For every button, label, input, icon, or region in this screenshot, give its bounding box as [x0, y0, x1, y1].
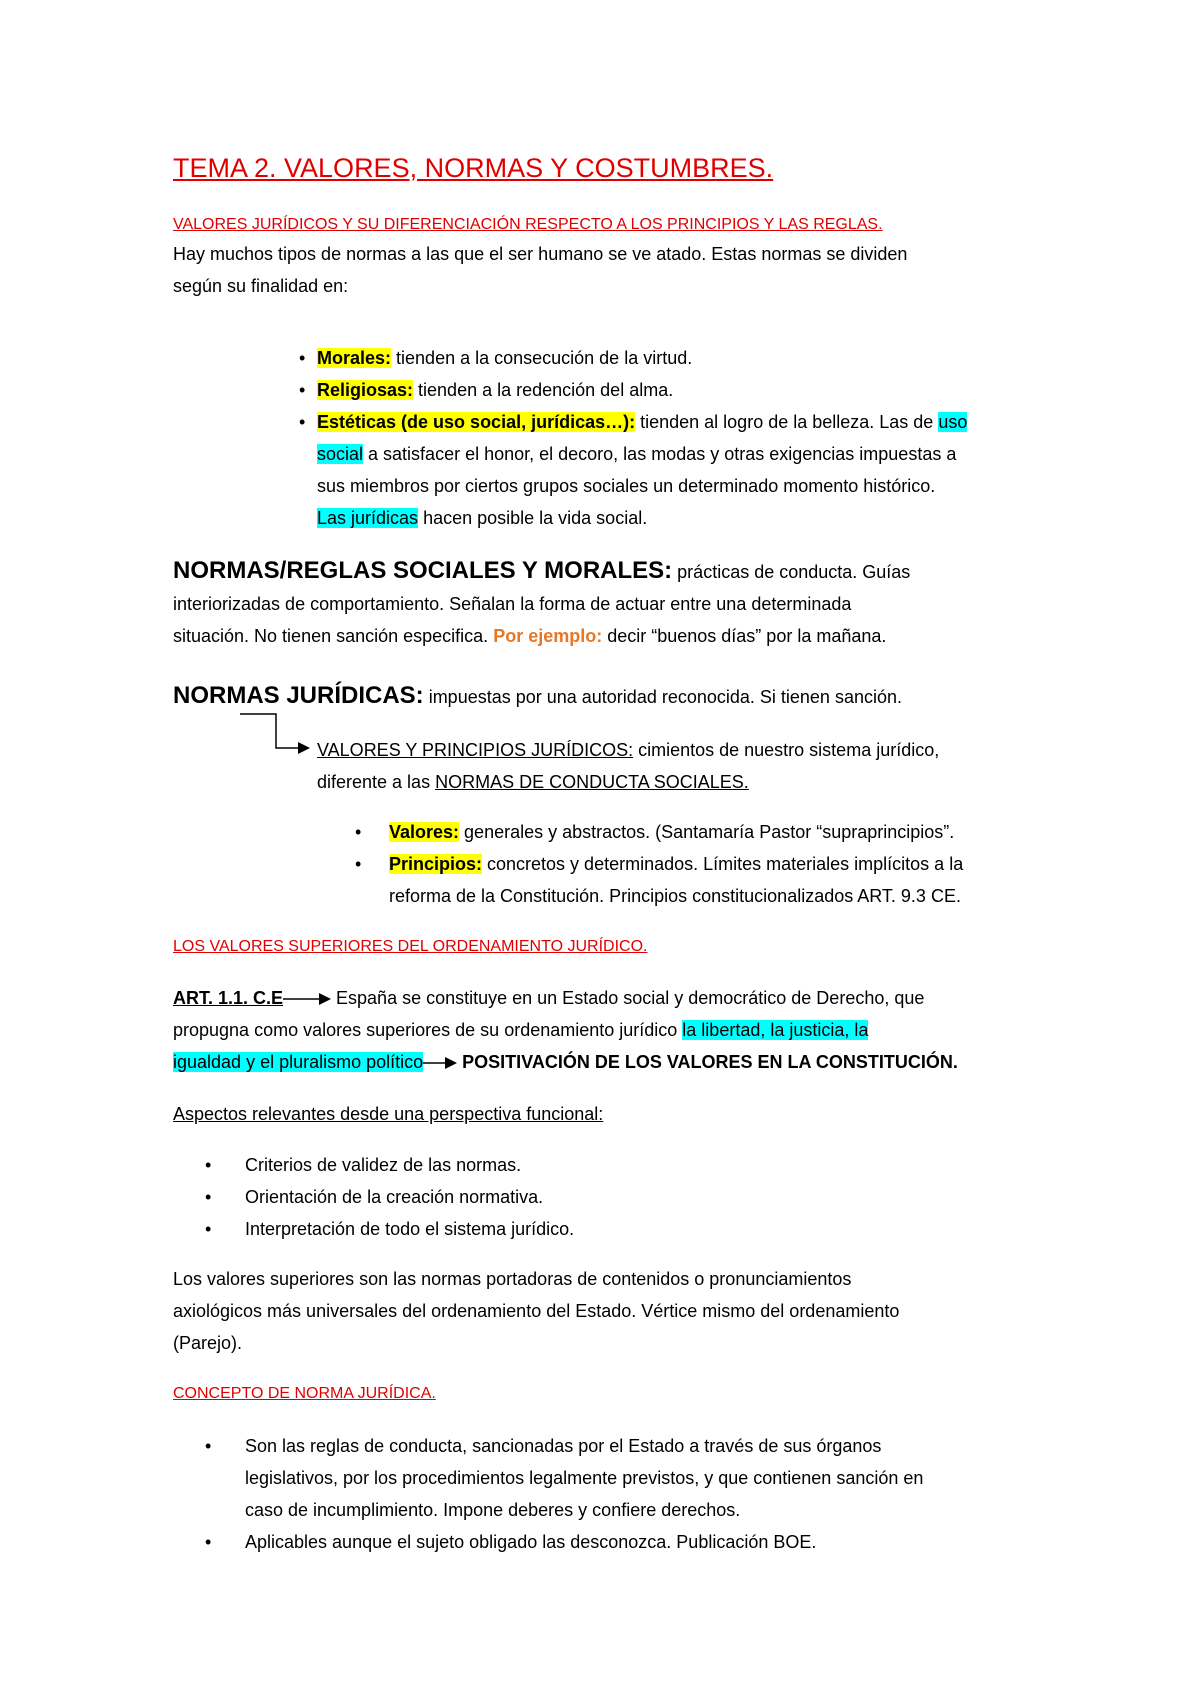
bullet-icon: •: [299, 412, 306, 432]
normas-sociales-text: prácticas de conducta. Guías: [672, 562, 911, 582]
arrow-right-icon: [423, 1056, 457, 1070]
morales-label: Morales:: [317, 348, 392, 368]
list-item-esteticas: [299, 406, 1047, 534]
list-item-religiosas: [299, 374, 1047, 406]
normas-conducta-label: NORMAS DE CONDUCTA SOCIALES.: [435, 772, 749, 792]
list-item: [205, 1430, 1065, 1526]
valores-principios-label: VALORES Y PRINCIPIOS JURÍDICOS:: [317, 740, 634, 760]
list-item-morales: [299, 342, 1047, 374]
valores-superiores-paragraph: [173, 1263, 1073, 1359]
art-line: propugna como valores superiores de su ordenamiento jurídico: [173, 1020, 683, 1040]
art-label: ART. 1.1. C.E: [173, 988, 284, 1008]
principios-label: Principios:: [389, 854, 483, 874]
elbow-arrow-icon: [240, 712, 312, 758]
concepto-line: legislativos, por los procedimientos legalmente previstos, y que contienen sanción en: [245, 1468, 924, 1488]
list-item: [205, 1213, 1045, 1245]
bullet-icon: •: [355, 854, 362, 874]
normas-sociales-line: decir “buenos días” por la mañana.: [602, 626, 887, 646]
valores-principios-block: [317, 734, 1047, 798]
intro-line: Hay muchos tipos de normas a las que el ser humano se ve atado. Estas normas se dividen: [173, 244, 908, 264]
uso-highlight: uso: [938, 412, 968, 432]
aspect-text: Interpretación de todo el sistema jurídico.: [245, 1219, 575, 1239]
list-item: [205, 1149, 1045, 1181]
valores-text: generales y abstractos. (Santamaría Pastor “supraprincipios”.: [459, 822, 955, 842]
normas-sociales-line: interiorizadas de comportamiento. Señalan la forma de actuar entre una determinada: [173, 594, 852, 614]
valores-highlight: igualdad y el pluralismo político: [173, 1052, 424, 1072]
valores-highlight: la libertad, la justicia, la: [682, 1020, 869, 1040]
positivacion-text: POSITIVACIÓN DE LOS VALORES EN LA CONSTITUCIÓN.: [457, 1052, 958, 1072]
social-highlight: social: [317, 444, 364, 464]
normas-sociales-line: situación. No tienen sanción especifica.: [173, 626, 494, 646]
norm-types-list: [299, 342, 1047, 534]
aspects-list: [205, 1149, 1045, 1245]
morales-text: tienden a la consecución de la virtud.: [391, 348, 693, 368]
normas-juridicas-heading: NORMAS JURÍDICAS:: [173, 682, 424, 709]
concepto-line: Son las reglas de conducta, sancionadas por el Estado a través de sus órganos: [245, 1436, 882, 1456]
concepto-line: caso de incumplimiento. Impone deberes y confiere derechos.: [245, 1500, 741, 1520]
normas-sociales-paragraph: [173, 555, 1073, 652]
bullet-icon: •: [205, 1436, 212, 1456]
section-heading-valores-superiores: LOS VALORES SUPERIORES DEL ORDENAMIENTO JURÍDICO.: [173, 938, 648, 955]
esteticas-text: tienden al logro de la belleza. Las de: [635, 412, 939, 432]
intro-line: según su finalidad en:: [173, 276, 349, 296]
esteticas-line: hacen posible la vida social.: [418, 508, 648, 528]
section-heading-valores-juridicos: VALORES JURÍDICOS Y SU DIFERENCIACIÓN RESPECTO A LOS PRINCIPIOS Y LAS REGLAS.: [173, 216, 883, 233]
religiosas-label: Religiosas:: [317, 380, 414, 400]
religiosas-text: tienden a la redención del alma.: [413, 380, 674, 400]
concepto-list: [205, 1430, 1065, 1558]
bullet-icon: •: [205, 1532, 212, 1552]
aspect-text: Criterios de validez de las normas.: [245, 1155, 522, 1175]
bullet-icon: •: [299, 348, 306, 368]
normas-sociales-heading: NORMAS/REGLAS SOCIALES Y MORALES:: [173, 557, 673, 584]
list-item-valores: [355, 816, 1049, 848]
principios-line: reforma de la Constitución. Principios constitucionalizados ART. 9.3 CE.: [389, 886, 961, 906]
valores-principios-line: diferente a las: [317, 772, 436, 792]
bullet-icon: •: [205, 1155, 212, 1175]
valores-principios-text: cimientos de nuestro sistema jurídico,: [633, 740, 940, 760]
normas-juridicas-text: impuestas por una autoridad reconocida. Si tienen sanción.: [423, 687, 902, 707]
normas-juridicas-paragraph: [173, 680, 1073, 713]
section-heading-concepto: CONCEPTO DE NORMA JURÍDICA.: [173, 1385, 436, 1402]
arrow-right-icon: [283, 992, 331, 1006]
valores-label: Valores:: [389, 822, 460, 842]
bullet-icon: •: [299, 380, 306, 400]
las-juridicas-highlight: Las jurídicas: [317, 508, 419, 528]
esteticas-label: Estéticas (de uso social, jurídicas…):: [317, 412, 636, 432]
principios-text: concretos y determinados. Límites materiales implícitos a la: [482, 854, 964, 874]
paragraph-line: Los valores superiores son las normas portadoras de contenidos o pronunciamientos: [173, 1269, 852, 1289]
aspects-heading: Aspectos relevantes desde una perspectiva funcional:: [173, 1104, 604, 1124]
art-paragraph: [173, 982, 1073, 1078]
list-item: [205, 1526, 1065, 1558]
aspect-text: Orientación de la creación normativa.: [245, 1187, 544, 1207]
esteticas-line: a satisfacer el honor, el decoro, las modas y otras exigencias impuestas a: [363, 444, 957, 464]
page-title: TEMA 2. VALORES, NORMAS Y COSTUMBRES.: [173, 153, 774, 183]
bullet-icon: •: [205, 1187, 212, 1207]
art-text: España se constituye en un Estado social y democrático de Derecho, que: [331, 988, 925, 1008]
valores-principios-list: [355, 816, 1049, 912]
esteticas-line: sus miembros por ciertos grupos sociales un determinado momento histórico.: [317, 476, 936, 496]
list-item: [205, 1181, 1045, 1213]
paragraph-line: (Parejo).: [173, 1333, 243, 1353]
bullet-icon: •: [205, 1219, 212, 1239]
ejemplo-label: Por ejemplo:: [493, 626, 603, 646]
list-item-principios: [355, 848, 1049, 912]
intro-paragraph: [173, 238, 1073, 302]
paragraph-line: axiológicos más universales del ordenamiento del Estado. Vértice mismo del ordenamiento: [173, 1301, 900, 1321]
bullet-icon: •: [355, 822, 362, 842]
concepto-line: Aplicables aunque el sujeto obligado las desconozca. Publicación BOE.: [245, 1532, 817, 1552]
